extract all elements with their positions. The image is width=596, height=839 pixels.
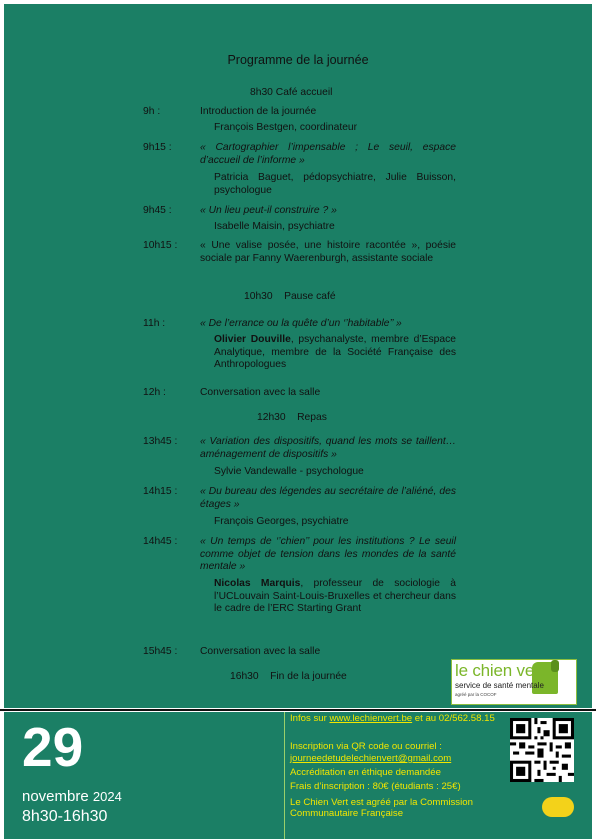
session-time: 9h : <box>143 106 161 117</box>
event-hours: 8h30-16h30 <box>22 808 108 825</box>
session-time: 9h15 : <box>143 142 172 153</box>
session-time: 11h : <box>143 318 166 329</box>
session-title: Conversation avec la salle <box>200 646 321 657</box>
session-title: Conversation avec la salle <box>200 387 321 398</box>
qr-code-graphic <box>510 718 574 782</box>
speaker-name: Olivier Douville <box>214 334 291 345</box>
session-speaker: Sylvie Vandewalle - psychologue <box>214 466 364 477</box>
footer-separator <box>284 712 285 839</box>
session-title: Introduction de la journée <box>200 106 317 117</box>
session-time: 14h15 : <box>143 486 178 497</box>
inscription-text: Inscription via QR code ou courriel : <box>290 741 442 752</box>
cafe-accueil: 8h30 Café accueil <box>250 87 333 98</box>
session-title: « Un lieu peut-il construire ? » <box>200 205 337 216</box>
session-speaker: Patricia Baguet, pédopsychiatre, Julie Buisson, psychologue <box>214 172 456 196</box>
logo-name: le chien vert <box>455 661 545 680</box>
session-title: « De l’errance ou la quête d’un ‘’habitable’’ » <box>200 318 402 329</box>
session-time: 12h : <box>143 387 166 398</box>
accreditation-text: Accréditation en éthique demandée <box>290 767 441 778</box>
session-speaker: François Bestgen, coordinateur <box>214 122 358 133</box>
session-time: 9h45 : <box>143 205 172 216</box>
session-time: 13h45 : <box>143 436 178 447</box>
speaker-name: Nicolas Marquis <box>214 578 301 589</box>
info-phone: et au 02/562.58.15 <box>412 713 495 724</box>
chien-vert-logo <box>451 659 577 705</box>
session-speaker: François Georges, psychiatre <box>214 516 349 527</box>
event-year: 2024 <box>92 789 122 804</box>
event-month-year <box>22 788 122 805</box>
session-speaker <box>214 334 456 372</box>
session-title: « Variation des dispositifs, quand les mots se taillent… aménagement de dispositifs » <box>200 436 456 460</box>
session-speaker: Isabelle Maisin, psychiatre <box>214 221 335 232</box>
event-day: 29 <box>22 716 84 778</box>
session-time: 14h45 : <box>143 536 178 547</box>
repas: 12h30 Repas <box>257 412 327 423</box>
logo-agrement: agréé par la COCOF <box>455 692 497 697</box>
pause-cafe: 10h30 Pause café <box>244 291 336 302</box>
email-address[interactable]: journeedetudelechienvert@gmail.com <box>290 753 452 764</box>
divider <box>0 709 596 711</box>
agreement-text: Le Chien Vert est agréé par la Commission Communautaire Française <box>290 797 473 820</box>
qr-code-icon[interactable] <box>510 718 574 782</box>
session-title: « Du bureau des légendes au secrétaire de l’aliéné, des étages » <box>200 486 456 510</box>
speaker-role: , psychanalyste, membre d’Espace Analytique, membre de la Société Française des Anthropologues <box>214 334 456 371</box>
session-title: « Cartographier l’impensable ; Le seuil, espace d’accueil de l’informe » <box>200 142 456 166</box>
fees-text: Frais d’inscription : 80€ (étudiants : 25€) <box>290 781 461 792</box>
session-speaker <box>214 578 456 616</box>
info-line <box>290 713 500 724</box>
session-title: « Une valise posée, une histoire racontée », poésie sociale par Fanny Waerenburgh, assistante sociale <box>200 240 456 264</box>
email-link[interactable] <box>290 753 500 764</box>
session-title: « Un temps de ‘’chien’’ pour les institutions ? Le seuil comme objet de tension dans les mondes de la santé mentale » <box>200 536 456 573</box>
speaker-role: , professeur de sociologie à l’UCLouvain Saint-Louis-Bruxelles et chercheur dans le cadre de l’ERC Starting Grant <box>214 578 456 615</box>
dog-ear-icon <box>551 660 559 672</box>
event-month: novembre <box>22 788 89 805</box>
fin-journee: 16h30 Fin de la journée <box>230 671 347 682</box>
info-prefix: Infos sur <box>290 713 330 724</box>
website-link[interactable]: www.lechienvert.be <box>329 713 413 724</box>
session-time: 10h15 : <box>143 240 178 251</box>
cocof-badge-icon <box>542 797 574 817</box>
page-title: Programme de la journée <box>227 53 369 67</box>
logo-subtitle: service de santé mentale <box>455 681 544 690</box>
session-time: 15h45 : <box>143 646 178 657</box>
